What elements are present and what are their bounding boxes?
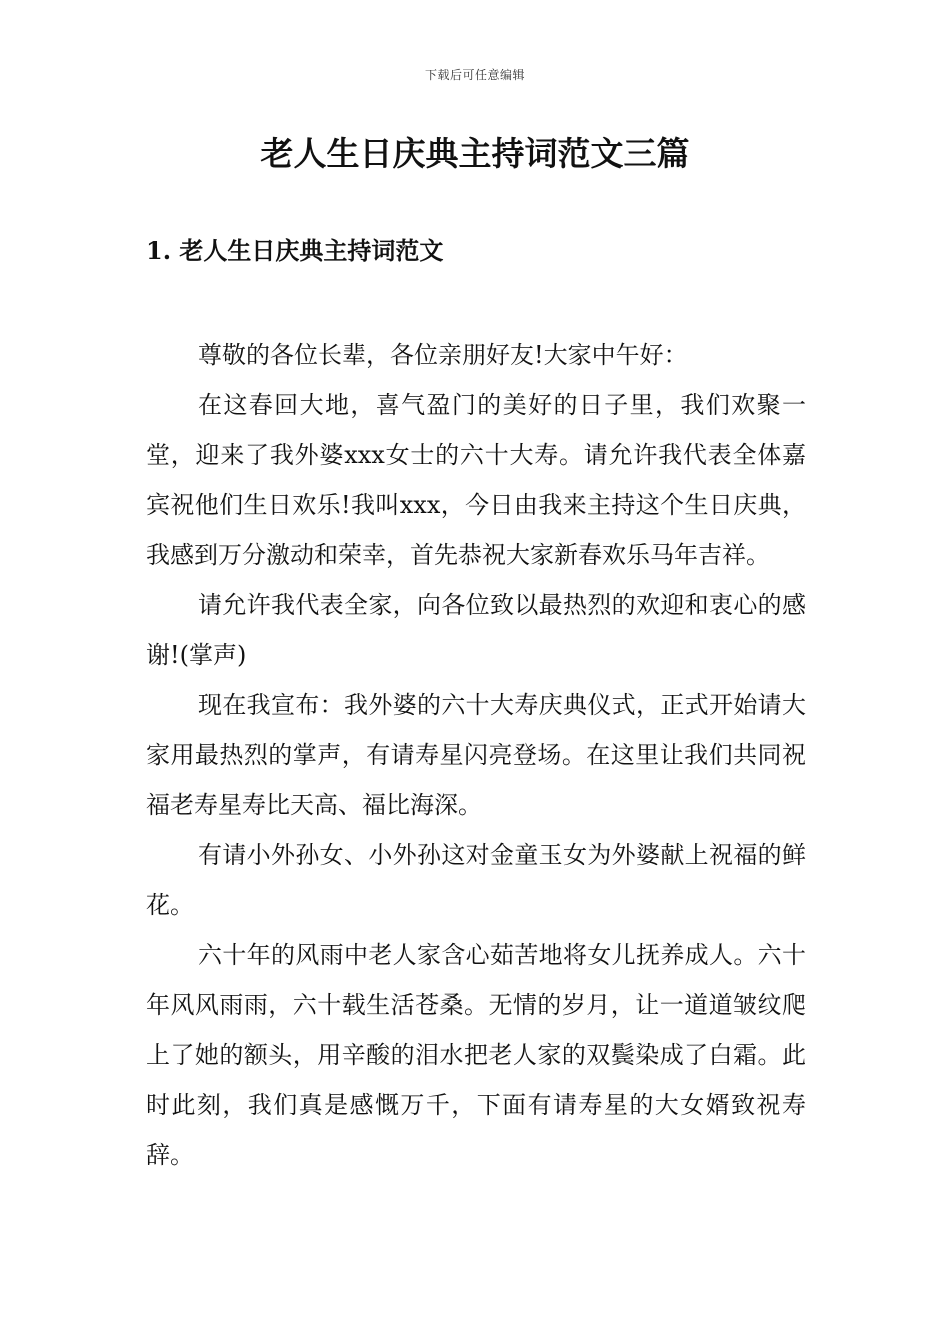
paragraph: 现在我宣布：我外婆的六十大寿庆典仪式，正式开始请大家用最热烈的掌声，有请寿星闪亮登场。在这里让我们共同祝福老寿星寿比天高、福比海深。	[146, 691, 806, 819]
paragraph: 有请小外孙女、小外孙这对金童玉女为外婆献上祝福的鲜花。	[146, 841, 806, 919]
paragraph: 请允许我代表全家，向各位致以最热烈的欢迎和衷心的感谢!(掌声)	[146, 591, 806, 669]
paragraph: 六十年的风雨中老人家含心茹苦地将女儿抚养成人。六十年风风雨雨，六十载生活苍桑。无情的岁月，让一道道皱纹爬上了她的额头，用辛酸的泪水把老人家的双鬓染成了白霜。此时此刻，我们真是感慨万千，下面有请寿星的大女婿致祝寿辞。	[146, 941, 806, 1169]
body-text	[146, 330, 806, 1180]
paragraph: 尊敬的各位长辈，各位亲朋好友!大家中午好：	[198, 341, 688, 369]
paragraph: 在这春回大地，喜气盈门的美好的日子里，我们欢聚一堂，迎来了我外婆xxx女士的六十大寿。请允许我代表全体嘉宾祝他们生日欢乐!我叫xxx，今日由我来主持这个生日庆典，我感到万分激动和荣幸，首先恭祝大家新春欢乐马年吉祥。	[146, 391, 806, 569]
header-note: 下载后可任意编辑	[424, 68, 525, 82]
document-title: 老人生日庆典主持词范文三篇	[260, 134, 690, 173]
section-heading: 1. 老人生日庆典主持词范文	[146, 236, 444, 265]
